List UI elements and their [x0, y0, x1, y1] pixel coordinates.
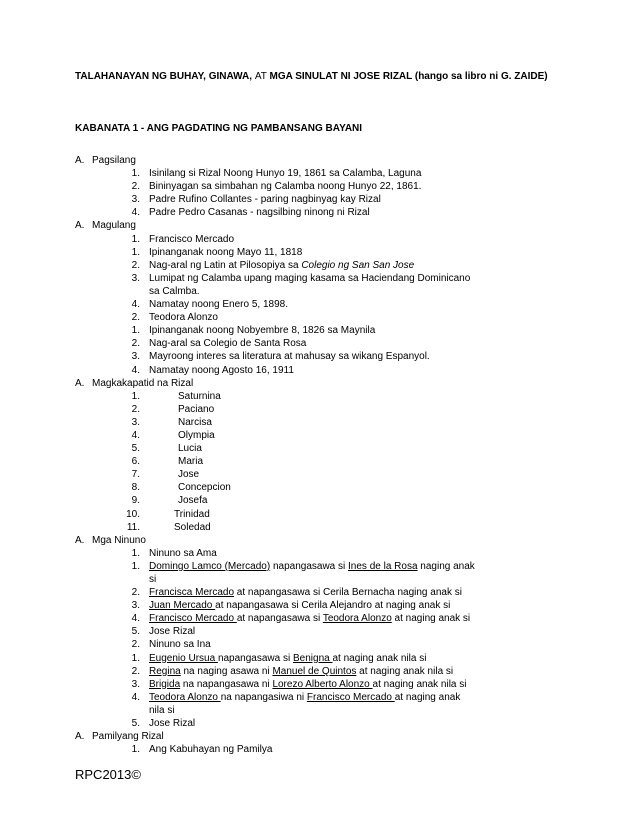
item-text-plain: na napangasawa ni [180, 678, 273, 690]
item-number: 3. [131, 600, 140, 612]
underlined-name: Benigna [293, 652, 333, 664]
item-number: 4. [131, 299, 140, 311]
document-title [75, 71, 548, 82]
item-text: Francisco Mercado [149, 233, 235, 245]
list-item [0, 442, 638, 455]
item-number: 1. [131, 547, 140, 559]
list-item [0, 652, 638, 665]
item-text [149, 652, 426, 665]
item-number: 2. [131, 665, 140, 677]
document-body [0, 154, 638, 756]
list-item [0, 638, 638, 651]
item-number: 2. [131, 403, 140, 415]
item-number: 4. [131, 207, 140, 219]
item-text: Jose [178, 469, 200, 481]
list-item [0, 272, 638, 285]
list-item [0, 468, 638, 481]
item-number: 11. [126, 521, 140, 533]
item-text: Padre Pedro Casanas - nagsilbing ninong ni Rizal [149, 207, 370, 219]
item-number: 3. [131, 194, 140, 206]
item-text-plain: at naging anak [394, 691, 461, 703]
item-number: 1. [131, 560, 140, 572]
list-item [0, 193, 638, 206]
item-text [149, 665, 453, 678]
list-item [0, 547, 638, 560]
underlined-name: Brigida [149, 678, 181, 690]
section-label: Pagsilang [92, 155, 136, 166]
section-heading-pagsilang [0, 154, 638, 167]
list-item [0, 180, 638, 193]
item-text: Soledad [174, 521, 211, 533]
list-item [0, 481, 638, 494]
item-number: 2. [131, 338, 140, 350]
item-number: 3. [131, 351, 140, 363]
item-number: 3. [131, 272, 140, 284]
item-number: 2. [131, 181, 140, 193]
item-text: Isinilang si Rizal Noong Hunyo 19, 1861 sa Calamba, Laguna [149, 168, 422, 180]
list-item [0, 599, 638, 612]
item-text: Nag-aral sa Colegio de Santa Rosa [149, 338, 307, 350]
item-text: Maria [178, 456, 204, 468]
item-number: 2. [131, 639, 140, 651]
list-item [0, 298, 638, 311]
list-item [0, 508, 638, 521]
list-item [0, 691, 638, 704]
title-part-1: TALAHANAYAN NG BUHAY, GINAWA, [75, 71, 255, 82]
item-text [149, 612, 470, 625]
section-letter: A. [75, 534, 85, 546]
list-item [0, 494, 638, 507]
list-item [0, 455, 638, 468]
item-number: 7. [131, 469, 140, 481]
section-letter: A. [75, 155, 85, 166]
item-text-plain: na napangasiwa ni [220, 691, 307, 703]
item-text: Ninuno sa Ama [149, 547, 217, 559]
item-number: 8. [131, 482, 140, 494]
item-text-plain: at naging anak nila si [356, 665, 454, 677]
list-item [0, 625, 638, 638]
list-item [0, 206, 638, 219]
item-text: Lucia [178, 443, 202, 455]
underlined-name: Eugenio Ursua [149, 652, 218, 664]
item-text-plain: at naging anak si [391, 613, 471, 625]
section-heading-ninuno [0, 534, 638, 547]
list-item-continuation [0, 285, 638, 298]
item-text: Namatay noong Enero 5, 1898. [149, 299, 288, 311]
item-number: 10. [126, 508, 140, 520]
list-item [0, 364, 638, 377]
list-item [0, 246, 638, 259]
underlined-name: Francisca Mercado [149, 587, 235, 599]
item-text-plain: at napangasawa si [236, 613, 323, 625]
item-text-plain: napangasawa si [217, 652, 293, 664]
item-text-plain: at napangasawa si Cerila Alejandro at naging anak si [215, 600, 451, 612]
item-number: 1. [131, 325, 140, 337]
item-text-plain: at naging anak nila si [332, 652, 427, 664]
list-item [0, 416, 638, 429]
item-number: 5. [131, 718, 140, 730]
list-item [0, 678, 638, 691]
item-text [149, 691, 460, 704]
underlined-name: Domingo Lamco (Mercado) [149, 560, 271, 572]
item-text-italic: Colegio ng San San Jose [301, 259, 415, 271]
list-item [0, 665, 638, 678]
item-text: Trinidad [174, 508, 210, 520]
list-item [0, 403, 638, 416]
item-number: 3. [131, 678, 140, 690]
title-part-3: MGA SINULAT NI JOSE RIZAL (hango sa libro ni G. ZAIDE) [269, 71, 548, 82]
item-text: Mayroong interes sa literatura at mahusay sa wikang Espanyol. [149, 351, 430, 363]
list-item [0, 586, 638, 599]
item-number: 2. [131, 259, 140, 271]
underlined-name: Francisco Mercado [149, 613, 237, 625]
underlined-name: Juan Mercado [149, 600, 216, 612]
item-text: Concepcion [178, 482, 231, 494]
underlined-name: Lorezo Alberto Alonzo [272, 678, 373, 690]
list-item [0, 612, 638, 625]
item-text: Bininyagan sa simbahan ng Calamba noong Hunyo 22, 1861. [149, 181, 422, 193]
section-letter: A. [75, 220, 85, 232]
item-number: 2. [131, 312, 140, 324]
item-text: Jose Rizal [149, 626, 196, 638]
item-text [149, 586, 462, 599]
underlined-name: Teodora Alonzo [149, 691, 221, 703]
item-text: Ang Kabuhayan ng Pamilya [149, 744, 273, 756]
item-text-plain: napangasawa si [270, 560, 349, 572]
item-number: 1. [131, 168, 140, 180]
item-number: 6. [131, 456, 140, 468]
item-number: 1. [131, 652, 140, 664]
section-heading-magulang [0, 219, 638, 232]
section-heading-magkakapatid [0, 377, 638, 390]
list-item [0, 324, 638, 337]
item-number: 4. [131, 429, 140, 441]
item-text: Lumipat ng Calamba upang maging kasama sa Haciendang Dominicano [149, 272, 471, 284]
item-number: 5. [131, 443, 140, 455]
item-number: 3. [131, 416, 140, 428]
item-number: 1. [131, 744, 140, 756]
item-number: 1. [131, 246, 140, 258]
item-number: 4. [131, 364, 140, 376]
item-text: Namatay noong Agosto 16, 1911 [149, 364, 294, 376]
title-part-2: AT [254, 71, 270, 82]
item-number: 1. [131, 390, 140, 402]
underlined-name: Francisco Mercado [306, 691, 395, 703]
item-number: 4. [131, 691, 140, 703]
item-text: Saturnina [178, 390, 221, 402]
item-text: sa Calmba. [149, 285, 200, 297]
underlined-name: Teodora Alonzo [322, 613, 392, 625]
section-label: Magkakapatid na Rizal [92, 377, 194, 389]
chapter-heading: KABANATA 1 - ANG PAGDATING NG PAMBANSANG BAYANI [75, 123, 363, 134]
list-item [0, 521, 638, 534]
list-item [0, 337, 638, 350]
underlined-name: Regina [149, 665, 181, 677]
section-letter: A. [75, 377, 85, 389]
item-number: 9. [131, 495, 140, 507]
item-text-plain: naging anak [417, 560, 475, 572]
item-text: Olympia [178, 429, 215, 441]
list-item [0, 311, 638, 324]
list-item-continuation [0, 573, 638, 586]
footer-copyright: RPC2013© [75, 767, 141, 782]
item-text: Jose Rizal [149, 718, 196, 730]
item-text: Paciano [178, 403, 215, 415]
item-text: Padre Rufino Collantes - paring nagbinyag kay Rizal [149, 194, 381, 206]
item-text [149, 259, 414, 272]
section-heading-pamilyang [0, 730, 638, 743]
item-text-plain: at napangasawa si Cerila Bernacha naging anak si [234, 587, 462, 599]
section-letter: A. [75, 731, 85, 743]
list-item [0, 350, 638, 363]
item-number: 4. [131, 613, 140, 625]
list-item [0, 233, 638, 246]
list-item [0, 429, 638, 442]
item-text: Josefa [178, 495, 208, 507]
item-text: Ipinanganak noong Nobyembre 8, 1826 sa Maynila [149, 325, 376, 337]
underlined-name: Ines de la Rosa [348, 560, 418, 572]
list-item [0, 390, 638, 403]
item-text-plain: na naging asawa ni [180, 665, 273, 677]
list-item [0, 167, 638, 180]
item-text [149, 599, 450, 612]
list-item [0, 717, 638, 730]
list-item [0, 259, 638, 272]
item-text-plain: at naging anak nila si [372, 678, 467, 690]
list-item [0, 560, 638, 573]
item-text: nila si [149, 704, 175, 716]
item-number: 2. [131, 587, 140, 599]
section-label: Mga Ninuno [92, 534, 146, 546]
item-text: Ninuno sa Ina [149, 639, 211, 651]
item-text: Teodora Alonzo [149, 312, 218, 324]
item-number: 5. [131, 626, 140, 638]
list-item [0, 743, 638, 756]
section-label: Pamilyang Rizal [92, 731, 164, 743]
list-item-continuation [0, 704, 638, 717]
item-text: Ipinanganak noong Mayo 11, 1818 [149, 246, 303, 258]
item-text [149, 678, 466, 691]
item-text-plain: Nag-aral ng Latin at Pilosopiya sa [149, 259, 302, 271]
item-text: si [149, 574, 157, 585]
underlined-name: Manuel de Quintos [272, 665, 357, 677]
item-number: 1. [131, 233, 140, 245]
item-text [149, 560, 475, 573]
item-text: Narcisa [178, 416, 212, 428]
section-label: Magulang [92, 220, 136, 232]
